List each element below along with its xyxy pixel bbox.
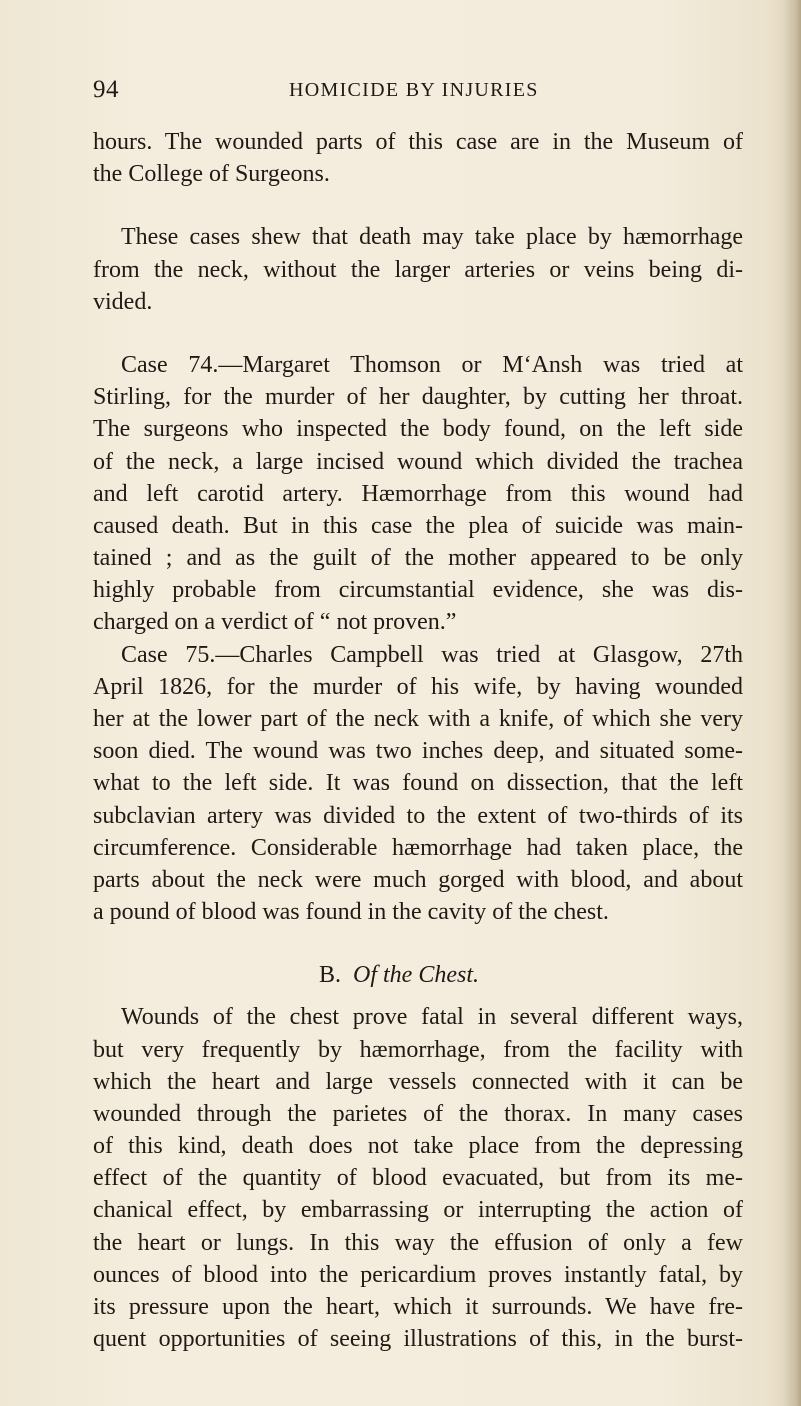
text-line: what to the left side. It was found on dissection, that the left <box>93 770 743 797</box>
text-line: of the neck, a large incised wound which divided the trachea <box>93 448 743 475</box>
paragraph-gap <box>93 190 743 221</box>
text-line: parts about the neck were much gorged with blood, and about <box>93 866 743 893</box>
text-line: ounces of blood into the pericardium proves instantly fatal, by <box>93 1261 743 1288</box>
text-line: tained ; and as the guilt of the mother appeared to be only <box>93 545 743 572</box>
text-line: Case 74.—Margaret Thomson or M‘Ansh was tried at <box>121 351 743 378</box>
text-line: wounded through the parietes of the thorax. In many cases <box>93 1100 743 1127</box>
text-line: chanical effect, by embarrassing or interrupting the action of <box>93 1197 743 1224</box>
text-line: Stirling, for the murder of her daughter, by cutting her throat. <box>93 384 743 411</box>
text-line: subclavian artery was divided to the extent of two-thirds of its <box>93 802 743 829</box>
text-line: her at the lower part of the neck with a knife, of which she very <box>93 706 743 732</box>
text-line: which the heart and large vessels connected with it can be <box>93 1068 743 1095</box>
text-line: a pound of blood was found in the cavity of the chest. <box>93 899 609 926</box>
page-header <box>93 76 743 110</box>
text-line: highly probable from circumstantial evidence, she was dis- <box>93 577 743 604</box>
text-line: effect of the quantity of blood evacuated, but from its me- <box>93 1165 743 1192</box>
text-line: the College of Surgeons. <box>93 161 330 188</box>
text-line: charged on a verdict of “ not proven.” <box>93 609 457 636</box>
text-line: caused death. But in this case the plea of suicide was main- <box>93 512 743 539</box>
text-line: but very frequently by hæmorrhage, from the facility with <box>93 1036 743 1063</box>
text-line: April 1826, for the murder of his wife, by having wounded <box>93 673 743 700</box>
page-number: 94 <box>93 76 119 103</box>
text-line: quent opportunities of seeing illustrations of this, in the burst- <box>93 1326 743 1353</box>
text-line: circumference. Considerable hæmorrhage had taken place, the <box>93 834 743 861</box>
text-line: hours. The wounded parts of this case are in the Museum of <box>93 129 743 155</box>
section-title: Of the Chest. <box>353 962 480 989</box>
paragraph-gap <box>93 318 743 349</box>
page-edge-shadow <box>783 0 801 1406</box>
section-label: B. <box>319 962 342 989</box>
paragraph-gap <box>93 928 743 959</box>
text-line: soon died. The wound was two inches deep, and situated some- <box>93 738 743 765</box>
section-subheading <box>93 959 743 991</box>
text-line: Wounds of the chest prove fatal in several different ways, <box>121 1004 743 1031</box>
text-line: The surgeons who inspected the body found, on the left side <box>93 416 743 443</box>
text-line: its pressure upon the heart, which it surrounds. We have fre- <box>93 1294 743 1320</box>
running-head: HOMICIDE BY INJURIES <box>289 79 539 101</box>
text-line: the heart or lungs. In this way the effusion of only a few <box>93 1229 743 1256</box>
text-line: and left carotid artery. Hæmorrhage from this wound had <box>93 480 743 507</box>
text-line: from the neck, without the larger arteries or veins being di- <box>93 256 743 283</box>
text-line: of this kind, death does not take place from the depressing <box>93 1133 743 1160</box>
text-line: These cases shew that death may take place by hæmorrhage <box>121 224 743 251</box>
text-line: vided. <box>93 288 153 315</box>
page-body <box>93 126 743 1355</box>
text-line: Case 75.—Charles Campbell was tried at Glasgow, 27th <box>121 641 743 668</box>
